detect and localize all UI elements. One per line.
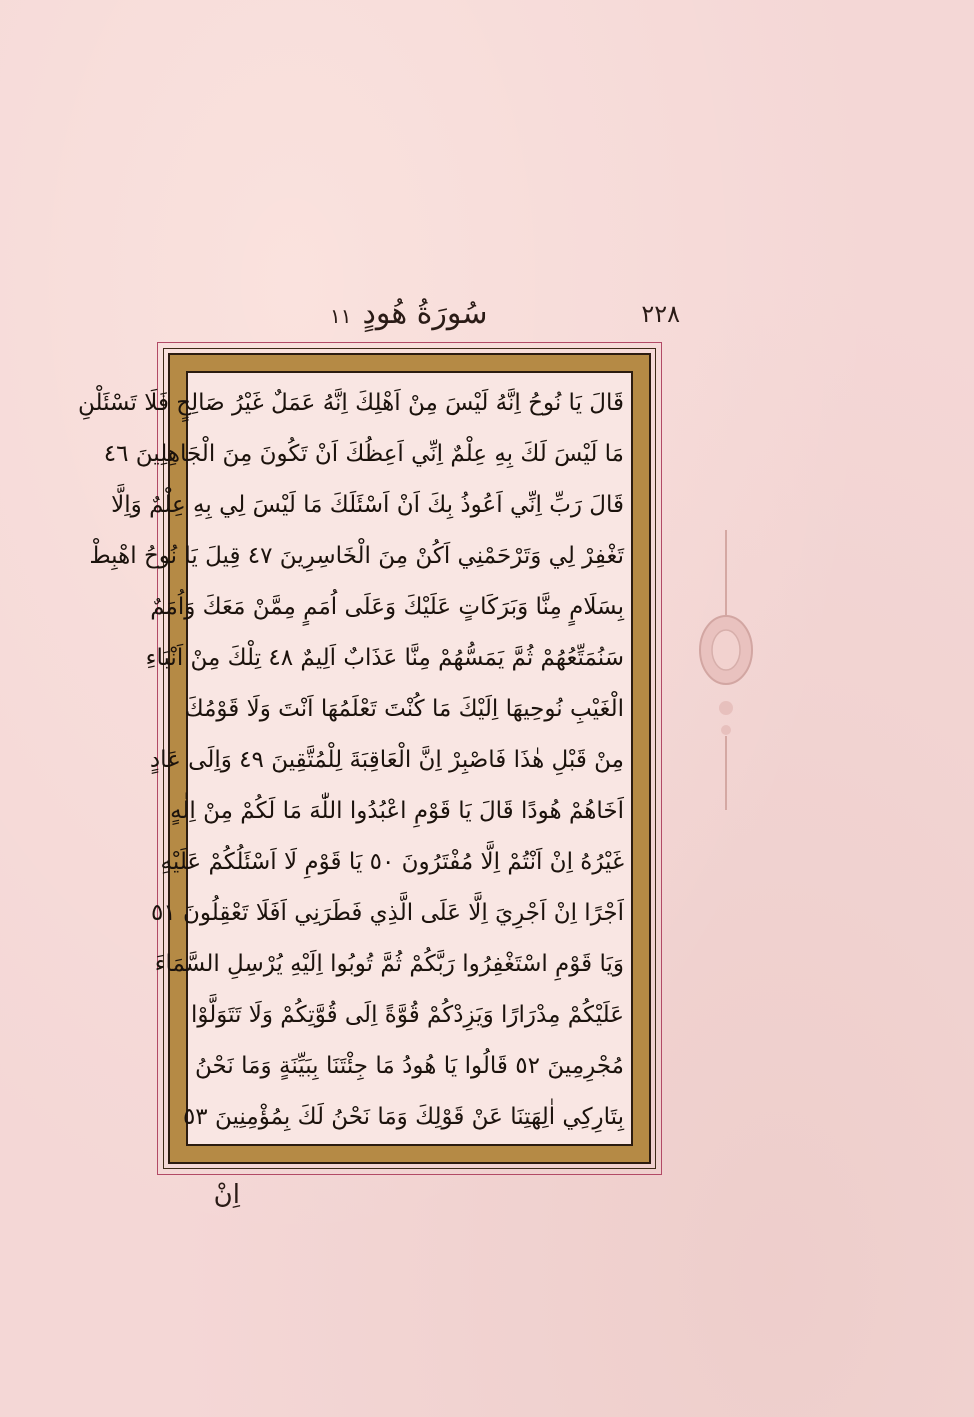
text-line-10: غَيْرُهُ اِنْ اَنْتُمْ اِلَّا مُفْتَرُونَ ٥٠ يَا قَوْمِ لَا اَسْئَلُكُمْ عَلَيْهِ [160, 849, 624, 875]
hizb-margin-ornament-icon [696, 530, 756, 810]
page-header [300, 292, 680, 336]
surah-number: ١١ [330, 304, 352, 328]
text-line-14: مُجْرِمِينَ ٥٢ قَالُوا يَا هُودُ مَا جِئْتَنَا بِبَيِّنَةٍ وَمَا نَحْنُ [195, 1053, 624, 1079]
text-line-2: مَا لَيْسَ لَكَ بِهِ عِلْمٌ اِنِّي اَعِظُكَ اَنْ تَكُونَ مِنَ الْجَاهِلِينَ ٤٦ [103, 441, 624, 467]
text-line-5: بِسَلَامٍ مِنَّا وَبَرَكَاتٍ عَلَيْكَ وَعَلَى اُمَمٍ مِمَّنْ مَعَكَ وَاُمَمٌ [150, 594, 624, 620]
text-line-13: عَلَيْكُمْ مِدْرَارًا وَيَزِدْكُمْ قُوَّةً اِلَى قُوَّتِكُمْ وَلَا تَتَوَلَّوْا [190, 1002, 624, 1028]
text-line-1: قَالَ يَا نُوحُ اِنَّهُ لَيْسَ مِنْ اَهْلِكَ اِنَّهُ عَمَلٌ غَيْرُ صَالِحٍ فَلَا تَسْئَلْنِ [77, 390, 624, 416]
text-line-3: قَالَ رَبِّ اِنِّي اَعُوذُ بِكَ اَنْ اَسْئَلَكَ مَا لَيْسَ لِي بِهِ عِلْمٌ وَاِلَّا [111, 492, 624, 518]
text-line-7: الْغَيْبِ نُوحِيهَا اِلَيْكَ مَا كُنْتَ تَعْلَمُهَا اَنْتَ وَلَا قَوْمُكَ [184, 696, 624, 722]
text-line-11: اَجْرًا اِنْ اَجْرِيَ اِلَّا عَلَى الَّذِي فَطَرَنِي اَفَلَا تَعْقِلُونَ ٥١ [150, 900, 624, 926]
catchword: اِنْ [213, 1180, 240, 1210]
text-line-6: سَنُمَتِّعُهُمْ ثُمَّ يَمَسُّهُمْ مِنَّا عَذَابٌ اَلِيمٌ ٤٨ تِلْكَ مِنْ اَنْبَاءِ [145, 645, 624, 671]
text-line-9: اَخَاهُمْ هُودًا قَالَ يَا قَوْمِ اعْبُدُوا اللّٰهَ مَا لَكُمْ مِنْ اِلٰهٍ [170, 798, 624, 824]
text-line-15: بِتَارِكِي اٰلِهَتِنَا عَنْ قَوْلِكَ وَمَا نَحْنُ لَكَ بِمُؤْمِنِينَ ٥٣ [182, 1104, 624, 1130]
surah-title: سُورَةُ هُودٍ [362, 296, 488, 331]
text-line-12: وَيَا قَوْمِ اسْتَغْفِرُوا رَبَّكُمْ ثُمَّ تُوبُوا اِلَيْهِ يُرْسِلِ السَّمَاءَ [154, 951, 624, 977]
page-number: ٢٢٨ [641, 300, 680, 328]
text-line-8: مِنْ قَبْلِ هٰذَا فَاصْبِرْ اِنَّ الْعَاقِبَةَ لِلْمُتَّقِينَ ٤٩ وَاِلَى عَادٍ [149, 747, 624, 773]
text-line-4: تَغْفِرْ لِي وَتَرْحَمْنِي اَكُنْ مِنَ الْخَاسِرِينَ ٤٧ قِيلَ يَا نُوحُ اهْبِطْ [89, 543, 624, 569]
